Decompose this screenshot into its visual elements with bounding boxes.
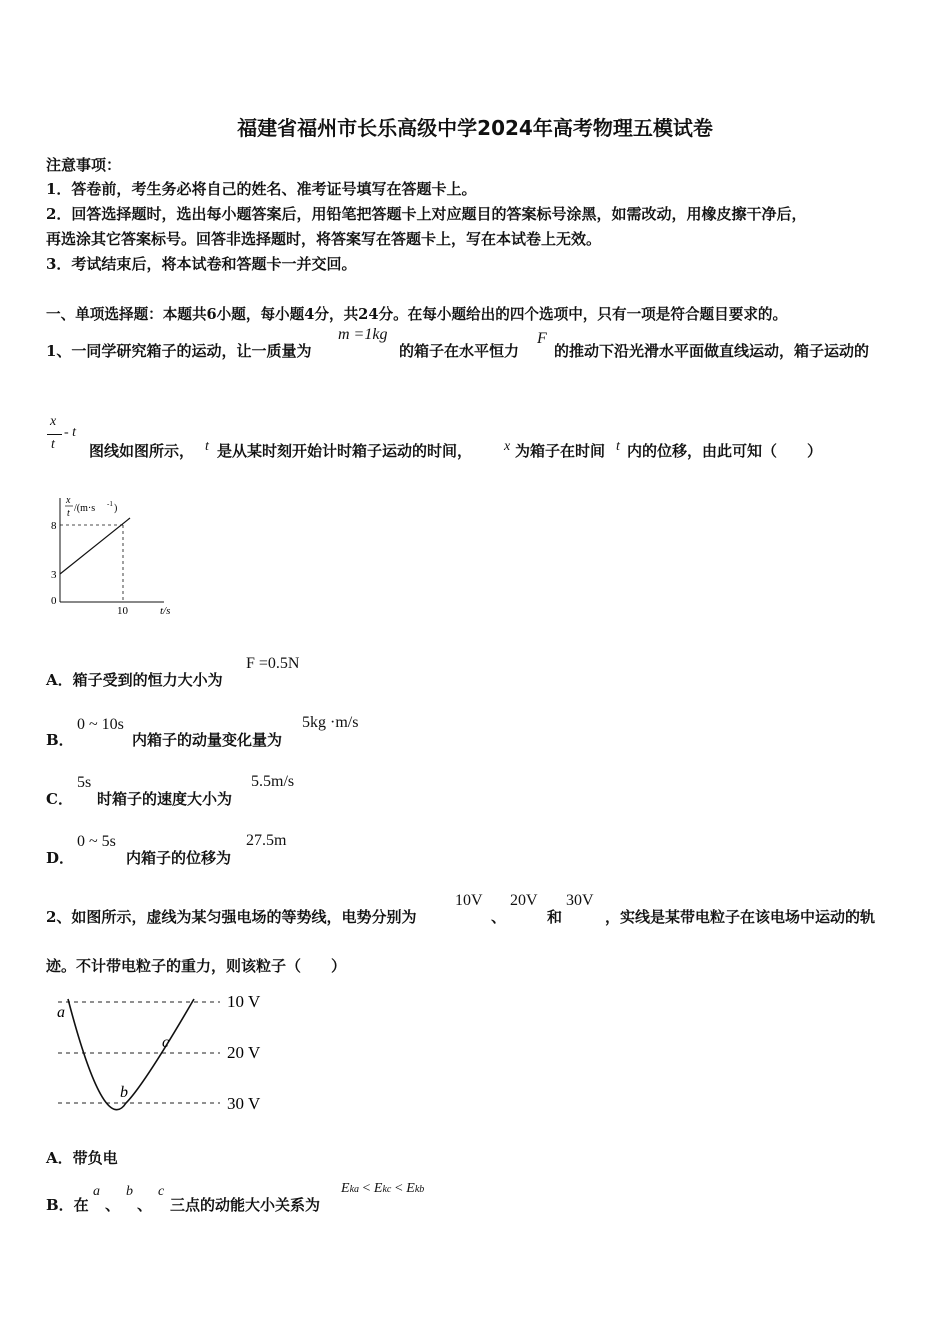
- q2-equipotential-figure: [44, 985, 284, 1115]
- q1-x-symbol: x: [504, 439, 511, 454]
- q2-kinetic-energy-relation: [341, 1181, 424, 1197]
- q1-option-d-range: 0 ~ 5s: [77, 833, 116, 850]
- q2-option-b-sep1: 、: [105, 1196, 121, 1214]
- label-20v: 20 V: [227, 1043, 261, 1062]
- q1-option-c-text: 时箱子的速度大小为: [97, 790, 233, 808]
- ek-a-symbol: E: [341, 1181, 350, 1196]
- q2-option-b-b: b: [126, 1184, 133, 1199]
- less-than-1: <: [362, 1181, 371, 1196]
- q2-option-b-prefix: B．在: [46, 1196, 89, 1214]
- q2-voltage-10: 10V: [455, 892, 483, 909]
- q1-text-6: 为箱子在时间: [515, 442, 606, 460]
- q2-sep-1: 、: [491, 908, 507, 926]
- ek-c-symbol: E: [373, 1181, 383, 1196]
- q1-t-symbol: t: [205, 439, 209, 454]
- section-heading: 一、单项选择题：本题共6小题，每小题4分，共24分。在每小题给出的四个选项中，只有一项是符合题目要求的。: [46, 306, 788, 323]
- notice-item-3: 3．考试结束后，将本试卷和答题卡一并交回。: [46, 255, 357, 273]
- graph-tick-y3: 3: [51, 569, 57, 581]
- q1-option-d-value: 27.5m: [246, 832, 287, 849]
- page-title: 福建省福州市长乐高级中学2024年高考物理五模试卷: [237, 116, 713, 140]
- graph-ylabel-den: t: [67, 508, 70, 519]
- q1-xt-t-graph: [44, 490, 194, 620]
- q1-force-symbol: F: [537, 330, 547, 347]
- q1-mass: [338, 326, 387, 344]
- q1-text-2: 的箱子在水平恒力: [399, 342, 520, 360]
- graph-ylabel-close: ): [114, 503, 118, 514]
- q1-option-a-text: A．箱子受到的恒力大小为: [46, 671, 223, 689]
- q2-option-b-sep2: 、: [137, 1196, 153, 1214]
- q2-and: 和: [547, 908, 563, 926]
- point-b-label: b: [120, 1084, 128, 1101]
- graph-ylabel-unit: /(m·s: [74, 503, 96, 514]
- less-than-2: <: [394, 1181, 403, 1196]
- q1-dash-t: - t: [64, 425, 77, 440]
- q2-text-3: 迹。不计带电粒子的重力，则该粒子（ ）: [46, 957, 347, 975]
- q1-text-5: 是从某时刻开始计时箱子运动的时间，: [217, 442, 473, 460]
- q1-option-b-letter: B．: [46, 731, 74, 749]
- q1-text-7: 内的位移，由此可知（ ）: [627, 442, 823, 460]
- q2-option-a: A．带负电: [46, 1149, 118, 1167]
- q2-text-1: 2、如图所示，虚线为某匀强电场的等势线，电势分别为: [46, 908, 417, 926]
- q2-voltage-20: 20V: [510, 892, 538, 909]
- notice-item-2a: 2．回答选择题时，选出每小题答案后，用铅笔把答题卡上对应题目的答案标号涂黑，如需改动，用橡皮擦干净后，: [46, 205, 807, 223]
- graph-data-line: [60, 518, 130, 574]
- q1-option-b-value: 5kg ·m/s: [302, 714, 359, 731]
- q2-option-b-text: 三点的动能大小关系为: [170, 1196, 321, 1214]
- graph-ylabel-num: x: [66, 495, 71, 506]
- graph-tick-x10: 10: [117, 605, 128, 617]
- q1-frac-num: x: [50, 414, 57, 429]
- label-30v: 30 V: [227, 1094, 261, 1113]
- q1-option-c-value: 5.5m/s: [251, 773, 295, 790]
- q2-voltage-30: 30V: [566, 892, 594, 909]
- q1-text-3: 的推动下沿光滑水平面做直线运动，箱子运动的: [554, 342, 870, 360]
- q2-option-b-a: a: [93, 1184, 100, 1199]
- q1-option-d-text: 内箱子的位移为: [126, 849, 232, 867]
- q1-option-c-time: 5s: [77, 774, 92, 791]
- notice-item-1: 1．答卷前，考生务必将自己的姓名、准考证号填写在答题卡上。: [46, 180, 477, 198]
- ek-b-subscript: kb: [414, 1184, 425, 1195]
- graph-xlabel: t/s: [160, 605, 171, 617]
- q2-option-b-c: c: [158, 1184, 165, 1199]
- q1-frac-bar: [47, 434, 62, 435]
- graph-origin: 0: [51, 595, 57, 607]
- point-c-label: c: [162, 1034, 170, 1051]
- q1-option-b-range: 0 ~ 10s: [77, 716, 124, 733]
- notice-item-2b: 再选涂其它答案标号。回答非选择题时，将答案写在答题卡上，写在本试卷上无效。: [46, 230, 602, 248]
- particle-trajectory: [68, 999, 194, 1110]
- q1-text-1: 1、一同学研究箱子的运动，让一质量为: [46, 342, 312, 360]
- q1-frac-den: t: [51, 437, 55, 452]
- graph-ylabel-exp: -1: [107, 500, 113, 508]
- q1-option-b-text: 内箱子的动量变化量为: [132, 731, 283, 749]
- graph-tick-y8: 8: [51, 520, 57, 532]
- q1-option-a-value: F =0.5N: [246, 655, 300, 672]
- q1-text-4: 图线如图所示，: [89, 442, 195, 460]
- q2-text-2: ，实线是某带电粒子在该电场中运动的轨: [605, 908, 876, 926]
- q1-mass-eq: m =1kg: [338, 326, 388, 343]
- q1-option-d-letter: D．: [46, 849, 75, 867]
- q1-t-symbol-2: t: [616, 439, 620, 454]
- notice-heading: 注意事项：: [46, 156, 122, 174]
- label-10v: 10 V: [227, 992, 261, 1011]
- ek-c-subscript: kc: [382, 1184, 392, 1195]
- ek-b-symbol: E: [406, 1181, 415, 1196]
- q1-option-c-letter: C．: [46, 790, 73, 808]
- ek-a-subscript: ka: [349, 1184, 360, 1195]
- point-a-label: a: [57, 1004, 65, 1021]
